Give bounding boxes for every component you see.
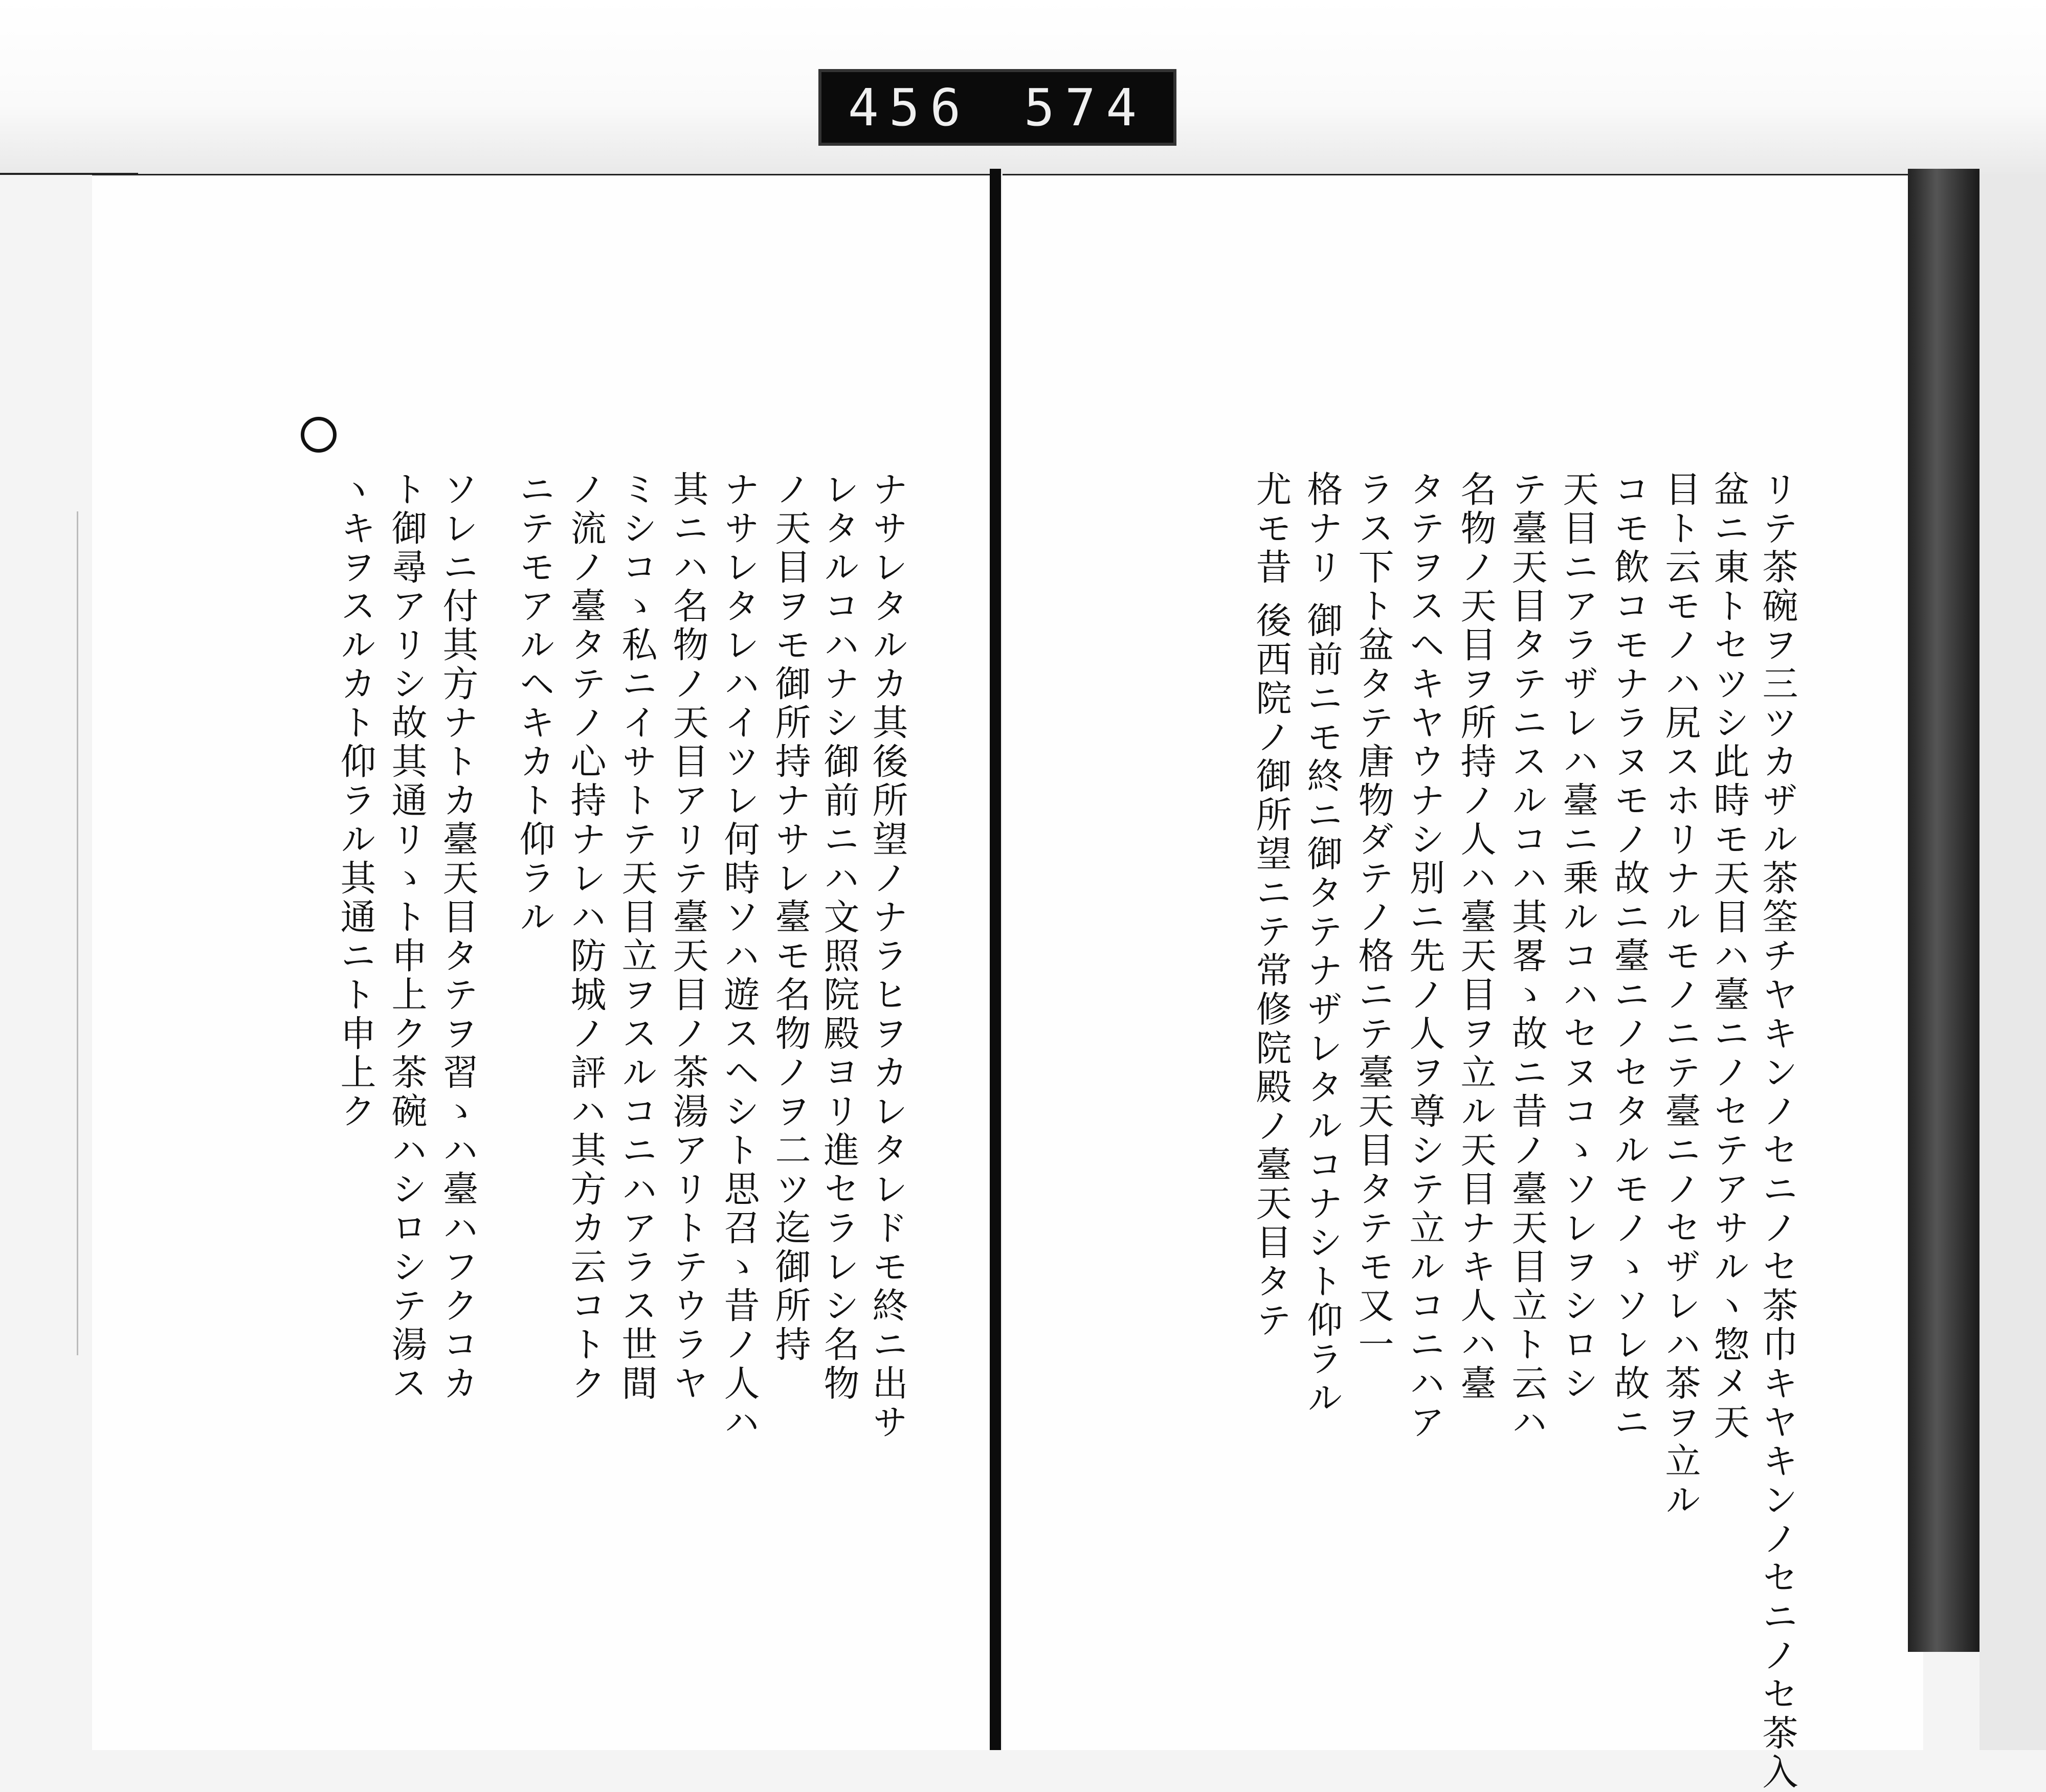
right-text-column: タテヲスヘキヤウナシ別ニ先ノ人ヲ尊シテ立ルコニハア — [1404, 471, 1445, 1442]
book-spine — [990, 169, 1001, 1750]
right-text-column: ラス下ト盆タテ唐物ダテノ格ニテ臺天目タテモ又一 — [1352, 471, 1394, 1364]
right-text-column: コモ飲コモナラヌモノ故ニ臺ニノセタルモノゝソレ故ニ — [1608, 471, 1650, 1442]
left-page — [92, 174, 997, 1750]
left-text-column: ナサレタルカ其後所望ノナラヒヲカレタレドモ終ニ出サ — [866, 471, 908, 1442]
left-text-column: ニテモアルヘキカト仰ラル — [514, 471, 555, 937]
right-text-column: テ臺天目タテニスルコハ其畧ゝ故ニ昔ノ臺天目立ト云ハ — [1506, 471, 1548, 1442]
circle-section-mark — [301, 417, 337, 453]
left-text-column: ノ天目ヲモ御所持ナサレ臺モ名物ノヲ二ツ迄御所持 — [769, 471, 811, 1364]
right-text-column: 目ト云モノハ尻スホリナルモノニテ臺ニノセザレハ茶ヲ立ル — [1659, 471, 1701, 1520]
right-text-column: 名物ノ天目ヲ所持ノ人ハ臺天目ヲ立ル天目ナキ人ハ臺 — [1455, 471, 1497, 1403]
left-text-column: ミシコゝ私ニイサトテ天目立ヲスルコニハアラス世間 — [616, 471, 658, 1403]
scan-background-right — [1980, 174, 2046, 1750]
left-text-column: ソレニ付其方ナトカ臺天目タテヲ習ゝハ臺ハフクコカ — [437, 471, 479, 1403]
right-text-column: リテ茶碗ヲ三ツカザル茶筌チヤキンノセニノセ茶巾キヤキンノセニノセ茶入 — [1756, 471, 1798, 1792]
left-text-column: レタルコハナシ御前ニハ文照院殿ヨリ進セラレシ名物 — [818, 471, 860, 1403]
right-text-column: 格ナリ 御前ニモ終ニ御タテナザレタルコナシト仰ラル — [1301, 471, 1343, 1418]
frame-number-right: 574 — [1024, 77, 1147, 138]
left-text-column: ト御尋アリシ故其通リゝト申上ク茶碗ハシロシテ湯ス — [386, 471, 428, 1403]
right-text-column: 天目ニアラザレハ臺ニ乗ルコハセヌコゝソレヲシロシ — [1557, 471, 1599, 1403]
frame-counter-label — [818, 69, 1176, 146]
left-text-column: ノ流ノ臺タテノ心持ナレハ防城ノ評ハ其方カ云コトク — [565, 471, 607, 1403]
left-margin-line — [77, 511, 78, 1355]
left-text-column: 其ニハ名物ノ天目アリテ臺天目ノ茶湯アリトテウラヤ — [667, 471, 709, 1403]
left-text-column: ナサレタレハイツレ何時ソハ遊スヘシト思召ゝ昔ノ人ハ — [718, 471, 760, 1442]
left-text-column: ヽキヲスルカト仰ラル其通ニト申上ク — [335, 471, 376, 1131]
page-edge-shadow — [1908, 169, 1980, 1652]
right-text-column: 盆ニ東トセツシ此時モ天目ハ臺ニノセテアサルヽ惣メ天 — [1708, 471, 1750, 1442]
frame-number-left: 456 — [848, 77, 971, 138]
right-text-column: 尤モ昔 後西院ノ御所望ニテ常修院殿ノ臺天目タテ — [1250, 471, 1292, 1340]
